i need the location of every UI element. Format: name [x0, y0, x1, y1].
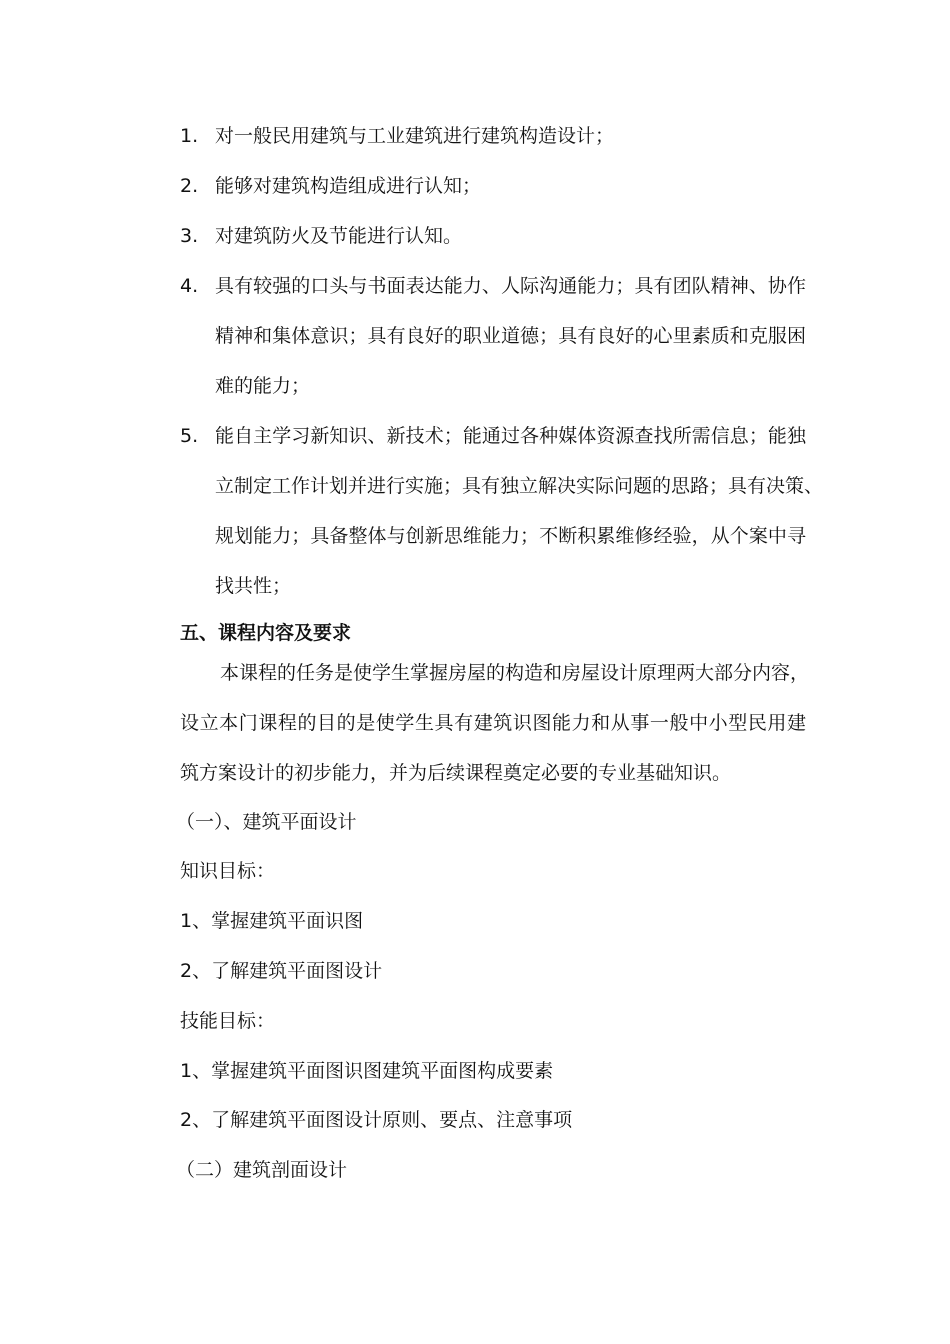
paragraph-line: 设立本门课程的目的是使学生具有建筑识图能力和从事一般中小型民用建 [180, 712, 806, 734]
list-item-text: 对一般民用建筑与工业建筑进行建筑构造设计； [215, 125, 615, 147]
list-item-text: 立制定工作计划并进行实施；具有独立解决实际问题的思路；具有决策、 [215, 475, 824, 497]
list-item-text: 精神和集体意识；具有良好的职业道德；具有良好的心里素质和克服困 [215, 325, 806, 347]
paragraph-line: 筑方案设计的初步能力，并为后续课程奠定必要的专业基础知识。 [180, 762, 732, 784]
section-heading: 五、课程内容及要求 [180, 622, 352, 644]
subsection-title: （二）建筑剖面设计 [176, 1159, 348, 1181]
knowledge-item: 1、掌握建筑平面识图 [180, 910, 364, 932]
list-item-text: 具有较强的口头与书面表达能力、人际沟通能力；具有团队精神、协作 [215, 275, 806, 297]
list-item-text: 找共性； [215, 575, 292, 597]
list-item-text: 能自主学习新知识、新技术；能通过各种媒体资源查找所需信息；能独 [215, 425, 806, 447]
list-number: 5. [180, 425, 199, 447]
list-number: 3. [180, 225, 199, 247]
list-item-text: 对建筑防火及节能进行认知。 [215, 225, 463, 247]
list-item-text: 难的能力； [215, 375, 311, 397]
skill-item: 1、掌握建筑平面图识图建筑平面图构成要素 [180, 1060, 554, 1082]
skill-label: 技能目标： [180, 1010, 276, 1032]
list-number: 4. [180, 275, 199, 297]
subsection-title: （一）、建筑平面设计 [176, 811, 357, 833]
list-number: 2. [180, 175, 199, 197]
list-number: 1. [180, 125, 199, 147]
skill-item: 2、了解建筑平面图设计原则、要点、注意事项 [180, 1109, 573, 1131]
knowledge-item: 2、了解建筑平面图设计 [180, 960, 383, 982]
knowledge-label: 知识目标： [180, 860, 276, 882]
paragraph-line: 本课程的任务是使学生掌握房屋的构造和房屋设计原理两大部分内容， [220, 662, 810, 684]
list-item-text: 规划能力；具备整体与创新思维能力；不断积累维修经验，从个案中寻 [215, 525, 806, 547]
list-item-text: 能够对建筑构造组成进行认知； [215, 175, 482, 197]
